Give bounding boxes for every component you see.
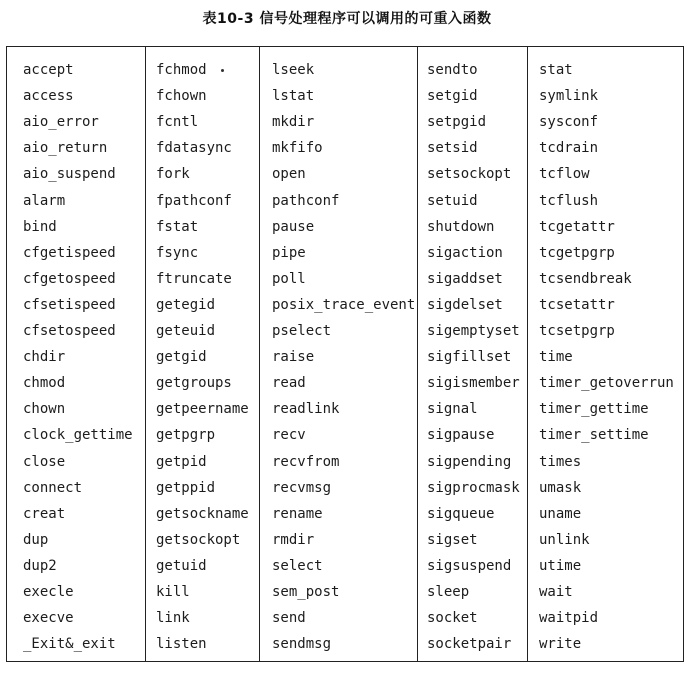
function-name-cell: alarm — [23, 192, 66, 209]
print-speck — [221, 69, 224, 72]
function-name-cell: sigpending — [427, 453, 512, 470]
function-name-cell: chmod — [23, 375, 66, 392]
function-name-cell: creat — [23, 505, 66, 522]
function-name-cell: sigqueue — [427, 505, 495, 522]
function-name-cell: socketpair — [427, 636, 512, 653]
function-name-cell: times — [539, 453, 582, 470]
function-name-cell: rename — [272, 505, 323, 522]
reentrant-functions-table — [6, 46, 684, 662]
function-name-cell: cfsetospeed — [23, 323, 116, 339]
function-name-cell: connect — [23, 479, 83, 496]
function-name-cell: utime — [539, 557, 582, 574]
function-name-cell: tcgetattr — [539, 218, 615, 235]
function-name-cell: sigaction — [427, 244, 503, 261]
function-name-cell: mkdir — [272, 114, 315, 131]
function-name-cell: tcgetpgrp — [539, 244, 615, 261]
function-name-cell: lstat — [272, 88, 315, 105]
function-name-cell: lseek — [272, 62, 315, 78]
function-name-cell: fsync — [156, 244, 199, 261]
table-caption: 表10-3 信号处理程序可以调用的可重入函数 — [202, 11, 492, 27]
function-name-cell: sigpause — [427, 427, 495, 444]
function-name-cell: sysconf — [539, 114, 599, 131]
function-name-cell: setsid — [427, 140, 478, 157]
function-name-cell: getpid — [156, 453, 207, 470]
function-name-cell: bind — [23, 218, 57, 235]
function-name-cell: sigismember — [427, 375, 520, 392]
function-name-cell: open — [272, 166, 306, 183]
function-name-cell: link — [156, 610, 190, 627]
function-name-cell: sigsuspend — [427, 557, 512, 574]
function-name-cell: raise — [272, 349, 315, 366]
function-name-cell: cfgetispeed — [23, 244, 116, 261]
function-name-cell: recvfrom — [272, 453, 340, 470]
function-name-cell: recvmsg — [272, 479, 332, 496]
function-name-cell: sigemptyset — [427, 323, 520, 339]
table-column-5 — [527, 47, 683, 661]
function-name-cell: close — [23, 453, 66, 470]
function-name-cell: waitpid — [539, 610, 599, 627]
function-name-cell: pathconf — [272, 192, 340, 209]
function-name-cell: listen — [156, 636, 207, 653]
table-column-3 — [259, 47, 417, 661]
function-name-cell: signal — [427, 401, 478, 418]
function-name-cell: stat — [539, 62, 573, 78]
function-name-cell: sleep — [427, 584, 470, 600]
function-name-cell: wait — [539, 584, 573, 600]
function-name-cell: sendmsg — [272, 636, 332, 653]
function-name-cell: send — [272, 610, 306, 627]
function-name-cell: clock_gettime — [23, 427, 133, 444]
function-name-cell: timer_getoverrun — [539, 375, 674, 392]
function-name-cell: fstat — [156, 218, 199, 235]
function-name-cell: fchown — [156, 88, 207, 105]
function-name-cell: sigprocmask — [427, 479, 520, 496]
function-name-cell: write — [539, 636, 582, 653]
function-name-cell: chown — [23, 401, 66, 418]
function-name-cell: aio_error — [23, 114, 99, 131]
function-name-cell: read — [272, 375, 306, 392]
function-name-cell: sem_post — [272, 584, 340, 600]
function-name-cell: access — [23, 88, 74, 105]
function-name-cell: dup2 — [23, 557, 57, 574]
function-name-cell: getsockname — [156, 505, 249, 522]
function-name-cell: getgroups — [156, 375, 232, 392]
function-name-cell: execve — [23, 610, 74, 627]
function-name-cell: shutdown — [427, 218, 495, 235]
function-name-cell: umask — [539, 479, 582, 496]
function-name-cell: chdir — [23, 349, 66, 366]
table-column-4 — [417, 47, 527, 661]
function-name-cell: mkfifo — [272, 140, 323, 157]
function-name-cell: unlink — [539, 531, 590, 548]
function-name-cell: getppid — [156, 479, 216, 496]
function-name-cell: fpathconf — [156, 192, 232, 209]
function-name-cell: geteuid — [156, 323, 216, 339]
function-name-cell: setgid — [427, 88, 478, 105]
function-name-cell: execle — [23, 584, 74, 600]
function-name-cell: cfgetospeed — [23, 270, 116, 287]
function-name-cell: tcsetattr — [539, 296, 615, 313]
function-name-cell: getegid — [156, 296, 216, 313]
function-name-cell: fdatasync — [156, 140, 232, 157]
function-name-cell: tcsendbreak — [539, 270, 632, 287]
function-name-cell: aio_return — [23, 140, 108, 157]
function-name-cell: sigaddset — [427, 270, 503, 287]
function-name-cell: fchmod — [156, 62, 207, 78]
function-name-cell: pselect — [272, 323, 332, 339]
function-name-cell: ftruncate — [156, 270, 232, 287]
function-name-cell: getsockopt — [156, 531, 241, 548]
function-name-cell: sigset — [427, 531, 478, 548]
function-name-cell: getpeername — [156, 401, 249, 418]
function-name-cell: uname — [539, 505, 582, 522]
function-name-cell: fcntl — [156, 114, 199, 131]
function-name-cell: sendto — [427, 62, 478, 78]
function-name-cell: cfsetispeed — [23, 296, 116, 313]
function-name-cell: setpgid — [427, 114, 487, 131]
function-name-cell: _Exit&_exit — [23, 636, 116, 653]
function-name-cell: getuid — [156, 557, 207, 574]
function-name-cell: time — [539, 349, 573, 366]
function-name-cell: tcsetpgrp — [539, 323, 615, 339]
function-name-cell: accept — [23, 62, 74, 78]
function-name-cell: sigdelset — [427, 296, 503, 313]
function-name-cell: timer_settime — [539, 427, 649, 444]
function-name-cell: tcflush — [539, 192, 599, 209]
table-column-1 — [7, 47, 145, 661]
function-name-cell: tcdrain — [539, 140, 599, 157]
table-column-2 — [145, 47, 259, 661]
function-name-cell: recv — [272, 427, 306, 444]
function-name-cell: socket — [427, 610, 478, 627]
function-name-cell: setuid — [427, 192, 478, 209]
function-name-cell: timer_gettime — [539, 401, 649, 418]
function-name-cell: kill — [156, 584, 190, 600]
function-name-cell: getgid — [156, 349, 207, 366]
function-name-cell: sigfillset — [427, 349, 512, 366]
function-name-cell: symlink — [539, 88, 599, 105]
function-name-cell: pipe — [272, 244, 306, 261]
function-name-cell: poll — [272, 270, 306, 287]
function-name-cell: readlink — [272, 401, 340, 418]
function-name-cell: fork — [156, 166, 190, 183]
function-name-cell: getpgrp — [156, 427, 216, 444]
function-name-cell: dup — [23, 531, 49, 548]
function-name-cell: pause — [272, 218, 315, 235]
function-name-cell: setsockopt — [427, 166, 512, 183]
function-name-cell: select — [272, 557, 323, 574]
function-name-cell: rmdir — [272, 531, 315, 548]
function-name-cell: tcflow — [539, 166, 590, 183]
function-name-cell: aio_suspend — [23, 166, 116, 183]
function-name-cell: posix_trace_event — [272, 296, 416, 313]
